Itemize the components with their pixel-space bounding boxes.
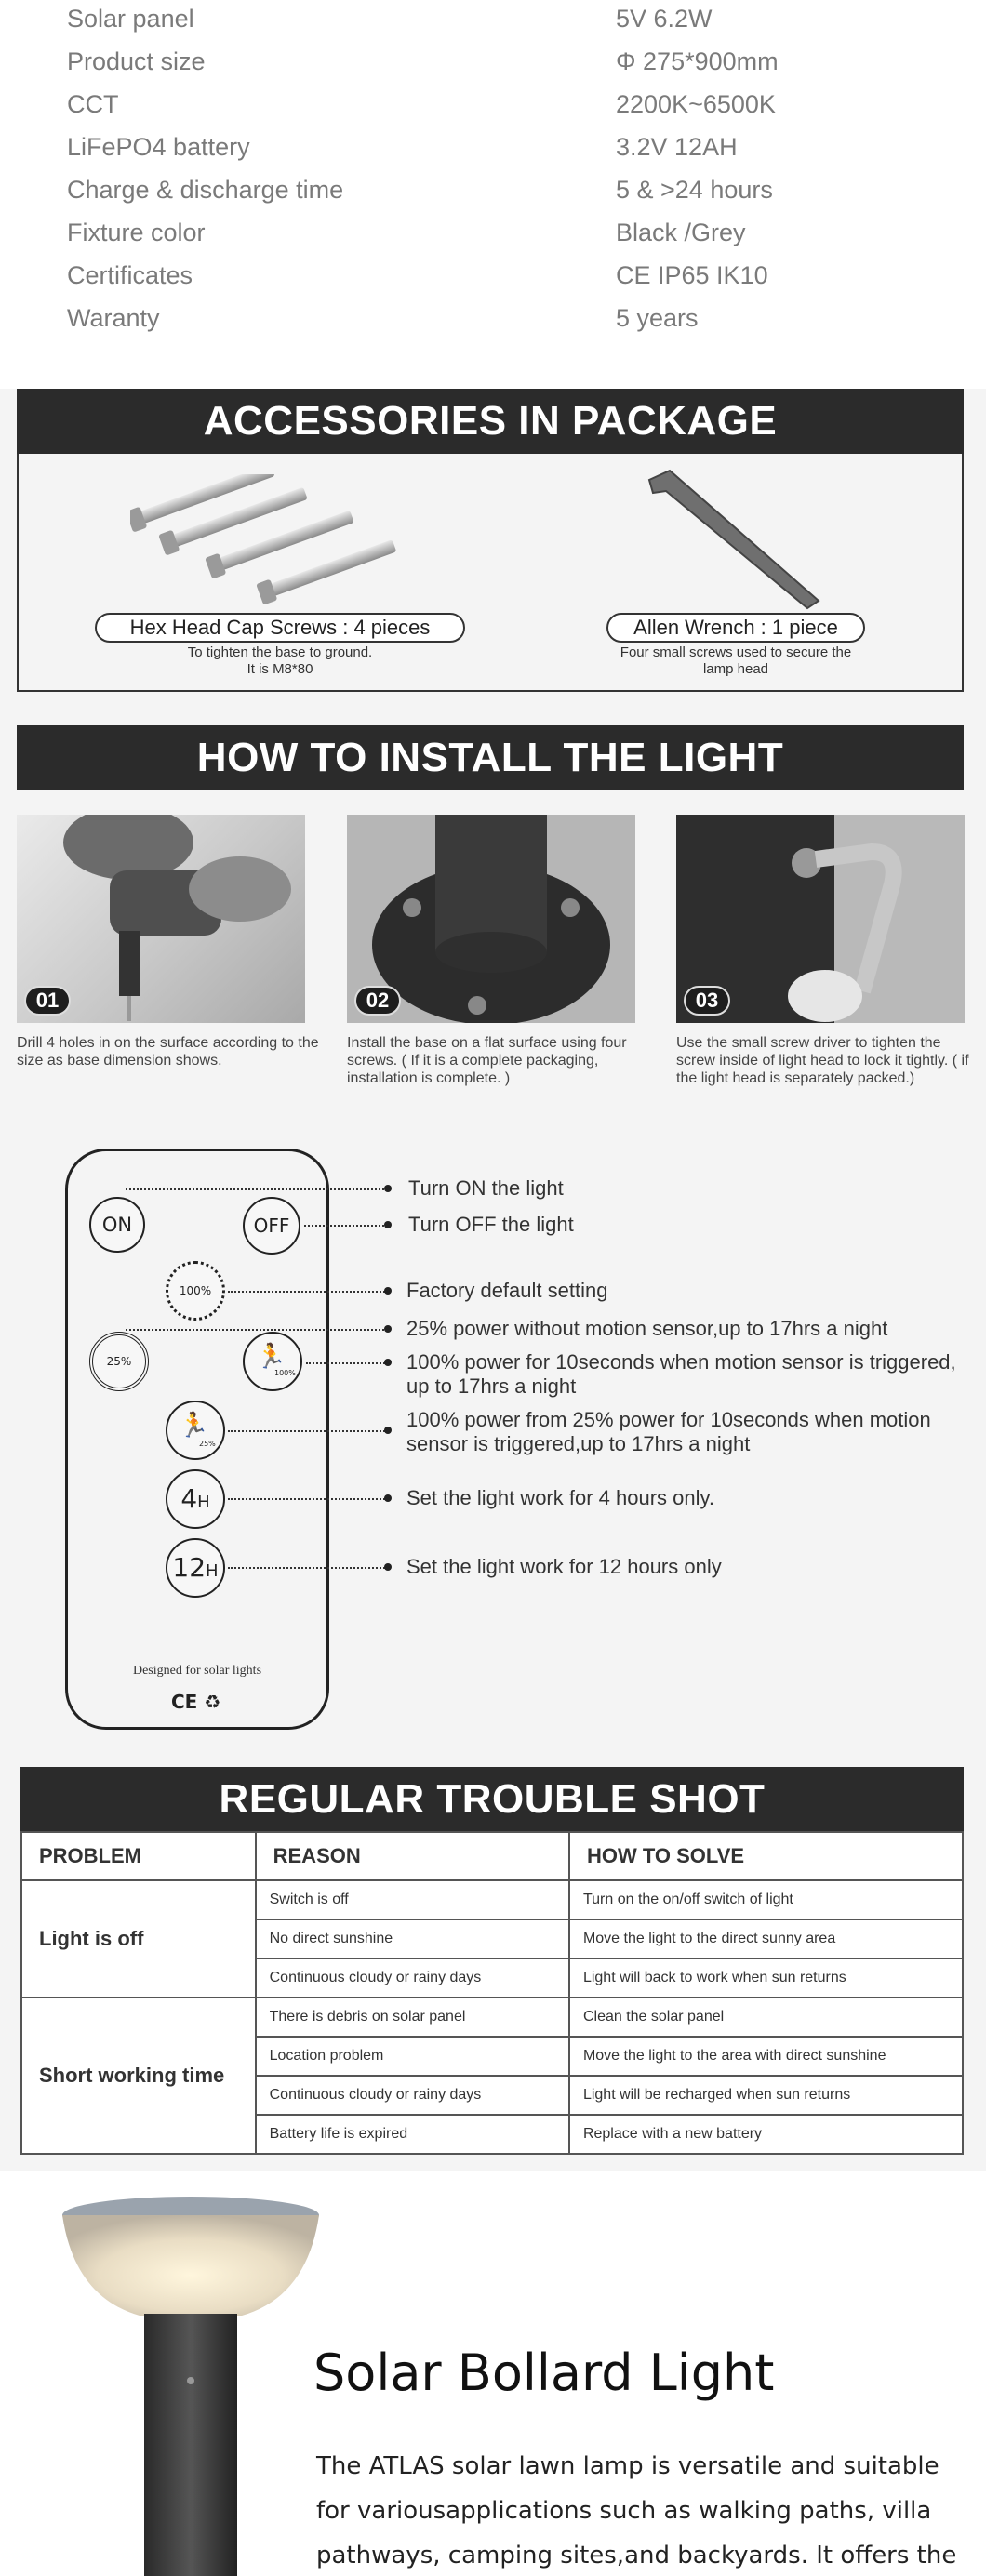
hex-screws-desc-line: It is M8*80 (246, 661, 313, 677)
spec-row (0, 86, 986, 128)
leader-line (126, 1188, 388, 1190)
ce-mark-text: CE (171, 1691, 198, 1713)
product-desc-line: pathways, camping sites,and backyards. It offers the (316, 2542, 957, 2569)
label-power-25: 25% power without motion sensor,up to 17hrs a night (406, 1317, 888, 1340)
leader-dot (384, 1427, 392, 1434)
solve-cell: Light will be recharged when sun returns (569, 2076, 963, 2115)
leader-dot (384, 1325, 392, 1333)
label-motion-25 (406, 1408, 931, 1456)
table-row (21, 1998, 963, 2037)
table-header-row (21, 1832, 963, 1880)
product-title: Solar Bollard Light (313, 2344, 775, 2402)
step-badge: 01 (24, 986, 71, 1016)
timer-12h-number: 12 (172, 1552, 207, 1583)
header-problem: PROBLEM (21, 1832, 256, 1880)
install-title: HOW TO INSTALL THE LIGHT (17, 725, 964, 790)
allen-wrench-desc (586, 644, 886, 678)
label-12h: Set the light work for 12 hours only (406, 1555, 722, 1578)
spec-key: Product size (67, 47, 206, 75)
leader-line (228, 1430, 388, 1432)
step-image (347, 815, 635, 1023)
spec-row (0, 214, 986, 257)
motion-100-label: 100% (274, 1369, 296, 1377)
spec-row (0, 171, 986, 214)
spec-row (0, 128, 986, 171)
header-reason: REASON (256, 1832, 569, 1880)
leader-dot (384, 1563, 392, 1571)
spec-key: Certificates (67, 261, 193, 289)
trouble-title: REGULAR TROUBLE SHOT (20, 1767, 964, 1832)
factory-default-button[interactable]: 100% (166, 1261, 225, 1321)
motion-25-button[interactable] (166, 1401, 225, 1460)
label-turn-on: Turn ON the light (408, 1176, 564, 1200)
reason-cell: Location problem (256, 2037, 569, 2076)
motion-25-label: 25% (199, 1440, 216, 1448)
spec-key: Charge & discharge time (67, 176, 344, 204)
spec-value: 5 & >24 hours (616, 176, 773, 204)
label-4h: Set the light work for 4 hours only. (406, 1486, 714, 1509)
step-image (17, 815, 305, 1023)
hex-screws-label: Hex Head Cap Screws : 4 pieces (95, 613, 465, 643)
spec-value: 3.2V 12AH (616, 133, 738, 161)
reason-cell: Switch is off (256, 1880, 569, 1919)
reason-cell: No direct sunshine (256, 1919, 569, 1959)
timer-unit: H (206, 1561, 219, 1581)
leader-dot (384, 1287, 392, 1295)
problem-cell: Light is off (21, 1880, 256, 1998)
solve-cell: Clean the solar panel (569, 1998, 963, 2037)
spec-key: LiFePO4 battery (67, 133, 250, 161)
solve-cell: Light will back to work when sun returns (569, 1959, 963, 1998)
leader-line (228, 1498, 388, 1500)
accessories-title: ACCESSORIES IN PACKAGE (17, 389, 964, 454)
step-badge: 03 (684, 986, 730, 1016)
spec-row (0, 43, 986, 86)
leader-line (228, 1567, 388, 1569)
remote-footer: Designed for solar lights (132, 1664, 262, 1678)
leader-line (304, 1225, 388, 1227)
label-line: up to 17hrs a night (406, 1374, 577, 1398)
power-25-button[interactable]: 25% (89, 1332, 149, 1391)
hex-screws-desc-line: To tighten the base to ground. (187, 644, 373, 660)
allen-wrench-desc-line: Four small screws used to secure the (620, 644, 852, 660)
spec-key: Fixture color (67, 219, 206, 246)
timer-unit: H (197, 1493, 210, 1512)
solve-cell: Move the light to the area with direct sunshine (569, 2037, 963, 2076)
spec-table (0, 0, 986, 389)
ce-mark (171, 1691, 220, 1713)
solve-cell: Turn on the on/off switch of light (569, 1880, 963, 1919)
label-line: sensor is triggered,up to 17hrs a night (406, 1432, 751, 1455)
solve-cell: Replace with a new battery (569, 2115, 963, 2154)
step-image (676, 815, 965, 1023)
running-man-icon: 🏃 (256, 1343, 286, 1371)
leader-line (126, 1329, 388, 1331)
leader-dot (384, 1221, 392, 1228)
off-button[interactable]: OFF (243, 1197, 300, 1255)
on-button[interactable]: ON (89, 1197, 145, 1253)
product-desc-line: The ATLAS solar lawn lamp is versatile and suitable (316, 2452, 939, 2480)
leader-line (306, 1362, 388, 1364)
hex-screws-desc (95, 644, 465, 678)
spec-key: Solar panel (67, 5, 194, 33)
allen-wrench-image (633, 463, 846, 612)
motion-100-button[interactable] (243, 1332, 302, 1391)
header-solve: HOW TO SOLVE (569, 1832, 963, 1880)
timer-12h-button[interactable] (166, 1538, 225, 1598)
table-row (21, 1880, 963, 1919)
spec-value: Black /Grey (616, 219, 746, 246)
spec-key: Waranty (67, 304, 160, 332)
leader-dot (384, 1185, 392, 1192)
label-line: 100% power for 10seconds when motion sensor is triggered, (406, 1350, 956, 1374)
spec-value: 2200K~6500K (616, 90, 776, 118)
spec-row (0, 257, 986, 299)
solve-cell: Move the light to the direct sunny area (569, 1919, 963, 1959)
reason-cell: There is debris on solar panel (256, 1998, 569, 2037)
bollard-light-image (47, 2195, 335, 2576)
step-text: Use the small screw driver to tighten the screw inside of light head to lock it tightly. ( if the light head is separately packed.) (676, 1035, 969, 1086)
spec-value: CE IP65 IK10 (616, 261, 768, 289)
label-motion-100 (406, 1350, 956, 1399)
product-desc-line: for variousapplications such as walking paths, villa (316, 2497, 932, 2525)
spec-row (0, 0, 986, 43)
reason-cell: Continuous cloudy or rainy days (256, 1959, 569, 1998)
step-text: Drill 4 holes in on the surface according to the size as base dimension shows. (17, 1035, 319, 1069)
allen-wrench-desc-line: lamp head (702, 661, 769, 677)
spec-value: 5 years (616, 304, 699, 332)
problem-cell: Short working time (21, 1998, 256, 2154)
timer-4h-number: 4 (180, 1483, 198, 1514)
step-text: Install the base on a flat surface using four screws. ( If it is a complete packaging, installation is complete. ) (347, 1035, 627, 1086)
hex-screws-image (130, 474, 409, 604)
reason-cell: Battery life is expired (256, 2115, 569, 2154)
trouble-table (20, 1831, 964, 2155)
spec-row (0, 299, 986, 342)
label-line: 100% power from 25% power for 10seconds when motion (406, 1408, 931, 1431)
spec-value: Φ 275*900mm (616, 47, 779, 75)
spec-key: CCT (67, 90, 119, 118)
leader-dot (384, 1359, 392, 1366)
spec-value: 5V 6.2W (616, 5, 713, 33)
label-turn-off: Turn OFF the light (408, 1213, 574, 1236)
timer-4h-button[interactable] (166, 1469, 225, 1529)
allen-wrench-label: Allen Wrench : 1 piece (606, 613, 865, 643)
recycle-icon: ♻ (204, 1691, 221, 1713)
step-badge: 02 (354, 986, 401, 1016)
running-man-icon: 🏃 (179, 1412, 209, 1440)
reason-cell: Continuous cloudy or rainy days (256, 2076, 569, 2115)
leader-dot (384, 1494, 392, 1502)
leader-line (228, 1291, 388, 1293)
label-factory-default: Factory default setting (406, 1279, 608, 1302)
